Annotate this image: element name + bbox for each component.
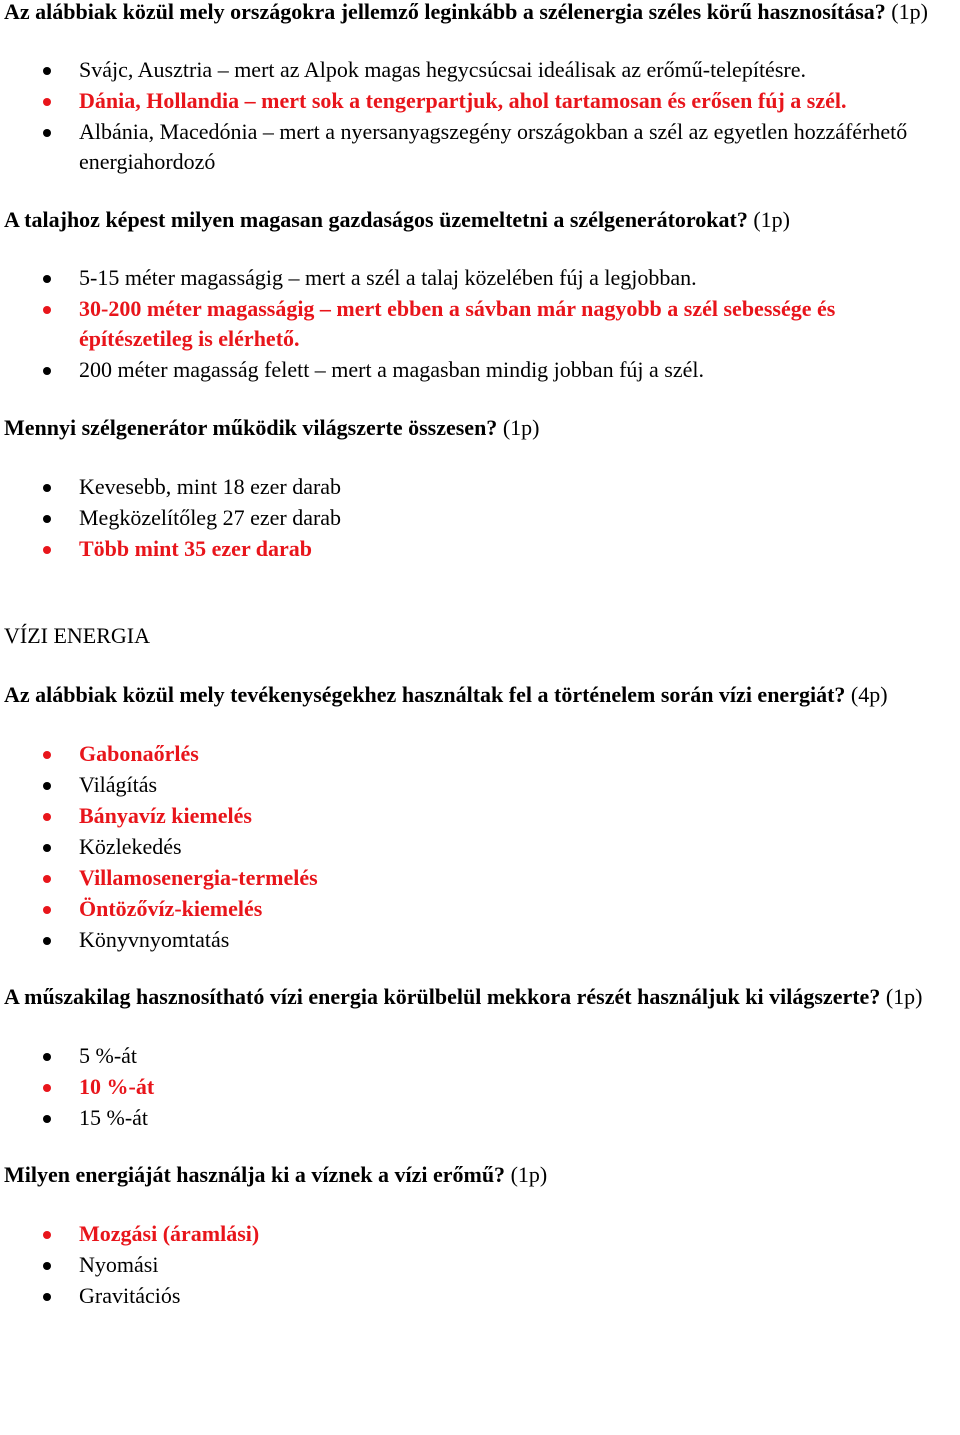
option-text: Svájc, Ausztria – mert az Alpok magas hegycsúcsai ideálisak az erőmű-telepítésre. (79, 57, 806, 82)
option-item (4, 355, 954, 385)
option-item (4, 117, 954, 177)
option-item (4, 55, 954, 85)
bullet-icon (43, 751, 51, 759)
option-text: Öntözővíz-kiemelés (79, 896, 263, 921)
option-text: Villamosenergia-termelés (79, 865, 318, 890)
bullet-icon (43, 1053, 51, 1061)
option-text: Dánia, Hollandia – mert sok a tengerpartjuk, ahol tartamosan és erősen fúj a szél. (79, 88, 847, 113)
bullet-icon (43, 1262, 51, 1270)
question-water-share (4, 982, 954, 1011)
question-points: (4p) (850, 682, 888, 707)
bullet-icon (43, 484, 51, 492)
option-text: 200 méter magasság felett – mert a magasban mindig jobban fúj a szél. (79, 357, 704, 382)
quiz-page (4, 0, 954, 1312)
bullet-icon (43, 306, 51, 314)
question-text: A talajhoz képest milyen magasan gazdaságos üzemeltetni a szélgenerátorokat? (4, 207, 748, 232)
option-item (4, 1041, 954, 1071)
bullet-icon (43, 1115, 51, 1123)
option-text: Több mint 35 ezer darab (79, 536, 313, 561)
question-text: A műszakilag hasznosítható vízi energia körülbelül mekkora részét használjuk ki világszerte? (4, 984, 881, 1009)
bullet-icon (43, 1084, 51, 1092)
option-item (4, 770, 954, 800)
option-text: 15 %-át (79, 1105, 149, 1130)
option-item-correct (4, 294, 954, 354)
option-text: Bányavíz kiemelés (79, 803, 252, 828)
option-text: Megközelítőleg 27 ezer darab (79, 505, 342, 530)
question-points: (1p) (753, 207, 790, 232)
bullet-icon (43, 937, 51, 945)
bullet-icon (43, 546, 51, 554)
option-item-correct (4, 86, 954, 116)
option-item (4, 1103, 954, 1133)
bullet-icon (43, 129, 51, 137)
question-water-uses (4, 680, 954, 709)
option-item-correct (4, 801, 954, 831)
option-text: Kevesebb, mint 18 ezer darab (79, 474, 342, 499)
option-item-correct (4, 894, 954, 924)
options-list (4, 263, 954, 385)
question-text: Az alábbiak közül mely tevékenységekhez használtak fel a történelem során vízi energiát? (4, 682, 846, 707)
bullet-icon (43, 275, 51, 283)
option-text: 10 %-át (79, 1074, 155, 1099)
bullet-icon (43, 367, 51, 375)
option-item (4, 263, 954, 293)
options-list (4, 1219, 954, 1311)
options-list (4, 472, 954, 564)
option-item (4, 1281, 954, 1311)
option-item (4, 832, 954, 862)
option-item-correct (4, 534, 954, 564)
question-text: Az alábbiak közül mely országokra jellemző leginkább a szélenergia széles körű hasznosítása? (4, 0, 886, 24)
option-text: Gabonaőrlés (79, 741, 199, 766)
question-points: (1p) (885, 984, 923, 1009)
option-item (4, 925, 954, 955)
option-item (4, 503, 954, 533)
bullet-icon (43, 1293, 51, 1301)
option-item-correct (4, 863, 954, 893)
question-water-energy-type (4, 1160, 954, 1189)
option-item-correct (4, 1072, 954, 1102)
question-turbine-count (4, 413, 954, 442)
option-text: Albánia, Macedónia – mert a nyersanyagszegény országokban a szél az egyetlen hozzáférhető energiahordozó (79, 119, 908, 174)
bullet-icon (43, 1231, 51, 1239)
question-text: Mennyi szélgenerátor működik világszerte összesen? (4, 415, 498, 440)
question-points: (1p) (502, 415, 540, 440)
option-item-correct (4, 739, 954, 769)
question-wind-countries (4, 0, 954, 26)
question-points: (1p) (510, 1162, 548, 1187)
option-item (4, 472, 954, 502)
bullet-icon (43, 67, 51, 75)
bullet-icon (43, 782, 51, 790)
option-text: 5 %-át (79, 1043, 138, 1068)
section-heading: VÍZI ENERGIA (4, 623, 151, 648)
option-text: 5-15 méter magasságig – mert a szél a talaj közelében fúj a legjobban. (79, 265, 697, 290)
option-text: 30-200 méter magasságig – mert ebben a sávban már nagyobb a szél sebessége és építészetileg is elérhető. (79, 296, 836, 351)
options-list (4, 739, 954, 955)
bullet-icon (43, 515, 51, 523)
bullet-icon (43, 875, 51, 883)
option-text: Gravitációs (79, 1283, 181, 1308)
option-text: Közlekedés (79, 834, 182, 859)
bullet-icon (43, 98, 51, 106)
bullet-icon (43, 844, 51, 852)
option-text: Mozgási (áramlási) (79, 1221, 260, 1246)
option-item (4, 1250, 954, 1280)
question-turbine-height (4, 205, 954, 234)
options-list (4, 55, 954, 177)
option-text: Nyomási (79, 1252, 159, 1277)
bullet-icon (43, 906, 51, 914)
option-item-correct (4, 1219, 954, 1249)
question-points: (1p) (891, 0, 928, 24)
option-text: Könyvnyomtatás (79, 927, 230, 952)
question-text: Milyen energiáját használja ki a víznek a vízi erőmű? (4, 1162, 506, 1187)
option-text: Világítás (79, 772, 158, 797)
options-list (4, 1041, 954, 1133)
bullet-icon (43, 813, 51, 821)
